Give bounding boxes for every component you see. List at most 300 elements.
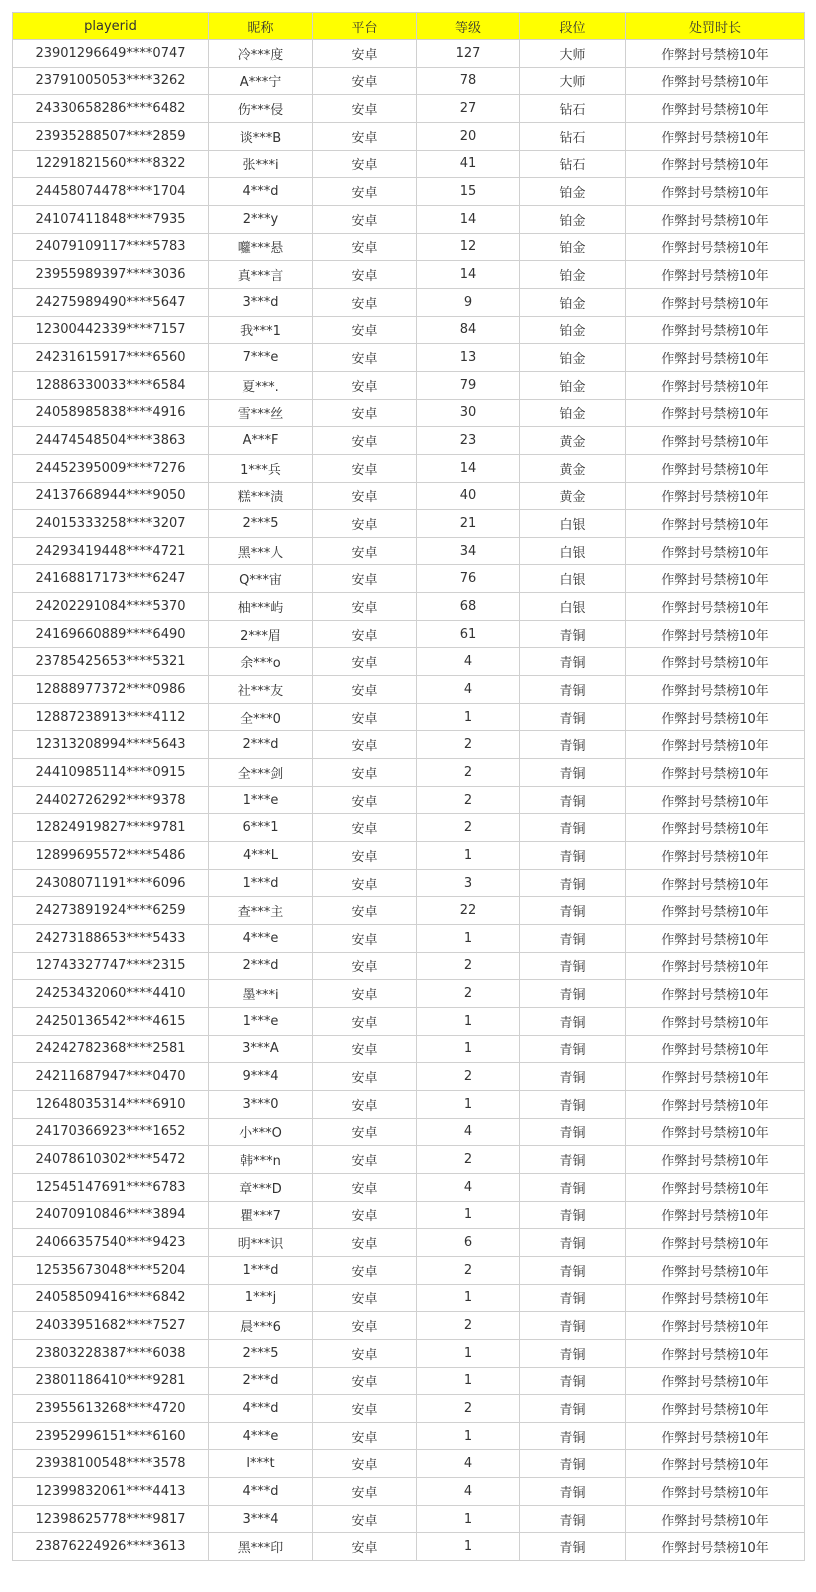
table-row <box>13 95 805 123</box>
cell-nickname: 1***兵 <box>209 454 313 482</box>
cell-nickname: 囖***悬 <box>209 233 313 261</box>
cell-platform: 安卓 <box>313 1367 417 1395</box>
table-row <box>13 510 805 538</box>
cell-platform: 安卓 <box>313 676 417 704</box>
cell-platform: 安卓 <box>313 869 417 897</box>
table-row <box>13 122 805 150</box>
cell-rank: 青铜 <box>520 869 626 897</box>
table-row <box>13 980 805 1008</box>
cell-penalty: 作弊封号禁榜10年 <box>626 150 805 178</box>
cell-penalty: 作弊封号禁榜10年 <box>626 1312 805 1340</box>
cell-nickname: 2***5 <box>209 1339 313 1367</box>
cell-nickname: 9***4 <box>209 1063 313 1091</box>
cell-platform: 安卓 <box>313 1090 417 1118</box>
table-row <box>13 814 805 842</box>
cell-playerid: 23952996151****6160 <box>13 1422 209 1450</box>
cell-nickname: 社***友 <box>209 676 313 704</box>
cell-platform: 安卓 <box>313 233 417 261</box>
cell-playerid: 24168817173****6247 <box>13 565 209 593</box>
cell-nickname: 韩***n <box>209 1146 313 1174</box>
table-row <box>13 897 805 925</box>
cell-playerid: 23955613268****4720 <box>13 1395 209 1423</box>
cell-playerid: 24410985114****0915 <box>13 759 209 787</box>
cell-penalty: 作弊封号禁榜10年 <box>626 1201 805 1229</box>
table-row <box>13 731 805 759</box>
cell-level: 14 <box>417 205 520 233</box>
cell-rank: 青铜 <box>520 1533 626 1561</box>
cell-penalty: 作弊封号禁榜10年 <box>626 1367 805 1395</box>
cell-rank: 铂金 <box>520 178 626 206</box>
cell-penalty: 作弊封号禁榜10年 <box>626 1118 805 1146</box>
cell-level: 3 <box>417 869 520 897</box>
cell-nickname: 余***o <box>209 648 313 676</box>
cell-platform: 安卓 <box>313 1201 417 1229</box>
cell-playerid: 24058985838****4916 <box>13 399 209 427</box>
cell-nickname: 4***d <box>209 1478 313 1506</box>
table-row <box>13 952 805 980</box>
cell-penalty: 作弊封号禁榜10年 <box>626 1284 805 1312</box>
cell-level: 68 <box>417 593 520 621</box>
table-row <box>13 316 805 344</box>
cell-level: 2 <box>417 731 520 759</box>
cell-platform: 安卓 <box>313 510 417 538</box>
cell-level: 4 <box>417 1173 520 1201</box>
cell-nickname: 1***d <box>209 869 313 897</box>
cell-platform: 安卓 <box>313 67 417 95</box>
cell-platform: 安卓 <box>313 454 417 482</box>
cell-penalty: 作弊封号禁榜10年 <box>626 399 805 427</box>
cell-platform: 安卓 <box>313 40 417 68</box>
cell-rank: 青铜 <box>520 703 626 731</box>
cell-rank: 青铜 <box>520 1090 626 1118</box>
cell-level: 40 <box>417 482 520 510</box>
cell-rank: 青铜 <box>520 1035 626 1063</box>
cell-rank: 青铜 <box>520 1339 626 1367</box>
cell-rank: 青铜 <box>520 897 626 925</box>
cell-playerid: 24033951682****7527 <box>13 1312 209 1340</box>
table-row <box>13 205 805 233</box>
cell-rank: 大师 <box>520 67 626 95</box>
table-row <box>13 1007 805 1035</box>
cell-rank: 青铜 <box>520 620 626 648</box>
cell-rank: 铂金 <box>520 288 626 316</box>
cell-rank: 白银 <box>520 593 626 621</box>
cell-playerid: 23791005053****3262 <box>13 67 209 95</box>
cell-playerid: 23955989397****3036 <box>13 261 209 289</box>
cell-platform: 安卓 <box>313 1339 417 1367</box>
table-row <box>13 1118 805 1146</box>
cell-nickname: A***宁 <box>209 67 313 95</box>
cell-penalty: 作弊封号禁榜10年 <box>626 482 805 510</box>
cell-playerid: 12313208994****5643 <box>13 731 209 759</box>
cell-level: 2 <box>417 1395 520 1423</box>
cell-playerid: 24330658286****6482 <box>13 95 209 123</box>
cell-penalty: 作弊封号禁榜10年 <box>626 1533 805 1561</box>
table-row <box>13 1505 805 1533</box>
cell-level: 4 <box>417 1118 520 1146</box>
cell-level: 1 <box>417 1284 520 1312</box>
cell-rank: 白银 <box>520 565 626 593</box>
cell-level: 27 <box>417 95 520 123</box>
cell-penalty: 作弊封号禁榜10年 <box>626 897 805 925</box>
table-row <box>13 399 805 427</box>
cell-nickname: 黑***人 <box>209 537 313 565</box>
cell-penalty: 作弊封号禁榜10年 <box>626 952 805 980</box>
cell-playerid: 24293419448****4721 <box>13 537 209 565</box>
cell-penalty: 作弊封号禁榜10年 <box>626 1422 805 1450</box>
table-row <box>13 1229 805 1257</box>
cell-playerid: 24253432060****4410 <box>13 980 209 1008</box>
cell-platform: 安卓 <box>313 178 417 206</box>
cell-level: 4 <box>417 1450 520 1478</box>
table-row <box>13 1090 805 1118</box>
cell-rank: 青铜 <box>520 648 626 676</box>
cell-level: 1 <box>417 925 520 953</box>
cell-level: 76 <box>417 565 520 593</box>
cell-nickname: 6***1 <box>209 814 313 842</box>
table-row <box>13 1533 805 1561</box>
table-row <box>13 676 805 704</box>
cell-platform: 安卓 <box>313 1118 417 1146</box>
cell-platform: 安卓 <box>313 1284 417 1312</box>
cell-rank: 白银 <box>520 537 626 565</box>
cell-platform: 安卓 <box>313 1007 417 1035</box>
cell-penalty: 作弊封号禁榜10年 <box>626 1035 805 1063</box>
cell-penalty: 作弊封号禁榜10年 <box>626 786 805 814</box>
cell-playerid: 23803228387****6038 <box>13 1339 209 1367</box>
cell-level: 13 <box>417 344 520 372</box>
table-row <box>13 482 805 510</box>
cell-rank: 青铜 <box>520 786 626 814</box>
cell-level: 12 <box>417 233 520 261</box>
cell-rank: 铂金 <box>520 344 626 372</box>
cell-rank: 黄金 <box>520 427 626 455</box>
cell-nickname: 2***5 <box>209 510 313 538</box>
cell-rank: 铂金 <box>520 371 626 399</box>
cell-level: 1 <box>417 1422 520 1450</box>
cell-rank: 白银 <box>520 510 626 538</box>
cell-playerid: 23901296649****0747 <box>13 40 209 68</box>
cell-level: 4 <box>417 648 520 676</box>
cell-playerid: 24275989490****5647 <box>13 288 209 316</box>
cell-nickname: 4***d <box>209 178 313 206</box>
cell-level: 2 <box>417 980 520 1008</box>
cell-level: 1 <box>417 1367 520 1395</box>
table-row <box>13 1478 805 1506</box>
cell-nickname: Q***宙 <box>209 565 313 593</box>
cell-playerid: 24273188653****5433 <box>13 925 209 953</box>
cell-level: 2 <box>417 1146 520 1174</box>
cell-platform: 安卓 <box>313 316 417 344</box>
cell-level: 61 <box>417 620 520 648</box>
table-row <box>13 1367 805 1395</box>
cell-rank: 铂金 <box>520 233 626 261</box>
cell-level: 30 <box>417 399 520 427</box>
cell-platform: 安卓 <box>313 731 417 759</box>
cell-playerid: 24458074478****1704 <box>13 178 209 206</box>
cell-playerid: 12399832061****4413 <box>13 1478 209 1506</box>
cell-nickname: 1***j <box>209 1284 313 1312</box>
cell-playerid: 24015333258****3207 <box>13 510 209 538</box>
cell-penalty: 作弊封号禁榜10年 <box>626 759 805 787</box>
cell-penalty: 作弊封号禁榜10年 <box>626 95 805 123</box>
cell-playerid: 23935288507****2859 <box>13 122 209 150</box>
cell-platform: 安卓 <box>313 371 417 399</box>
cell-rank: 青铜 <box>520 1118 626 1146</box>
header-playerid: playerid <box>13 13 209 40</box>
cell-rank: 青铜 <box>520 1201 626 1229</box>
table-row <box>13 1035 805 1063</box>
cell-playerid: 12545147691****6783 <box>13 1173 209 1201</box>
cell-level: 79 <box>417 371 520 399</box>
cell-playerid: 24211687947****0470 <box>13 1063 209 1091</box>
cell-playerid: 12743327747****2315 <box>13 952 209 980</box>
cell-penalty: 作弊封号禁榜10年 <box>626 1229 805 1257</box>
cell-nickname: 伤***侵 <box>209 95 313 123</box>
table-row <box>13 565 805 593</box>
table-row <box>13 842 805 870</box>
cell-level: 4 <box>417 1478 520 1506</box>
cell-penalty: 作弊封号禁榜10年 <box>626 454 805 482</box>
cell-level: 15 <box>417 178 520 206</box>
table-row <box>13 593 805 621</box>
cell-playerid: 12300442339****7157 <box>13 316 209 344</box>
cell-playerid: 12398625778****9817 <box>13 1505 209 1533</box>
cell-rank: 青铜 <box>520 1007 626 1035</box>
cell-playerid: 24078610302****5472 <box>13 1146 209 1174</box>
cell-level: 20 <box>417 122 520 150</box>
cell-rank: 青铜 <box>520 1450 626 1478</box>
cell-penalty: 作弊封号禁榜10年 <box>626 565 805 593</box>
cell-platform: 安卓 <box>313 1173 417 1201</box>
cell-playerid: 24169660889****6490 <box>13 620 209 648</box>
cell-platform: 安卓 <box>313 482 417 510</box>
ban-list-table <box>12 12 805 1561</box>
cell-rank: 铂金 <box>520 316 626 344</box>
table-row <box>13 925 805 953</box>
table-row <box>13 620 805 648</box>
cell-penalty: 作弊封号禁榜10年 <box>626 731 805 759</box>
cell-playerid: 24137668944****9050 <box>13 482 209 510</box>
cell-level: 84 <box>417 316 520 344</box>
cell-nickname: 晨***6 <box>209 1312 313 1340</box>
table-row <box>13 1146 805 1174</box>
table-row <box>13 1063 805 1091</box>
table-body <box>13 40 805 1561</box>
cell-nickname: 全***剑 <box>209 759 313 787</box>
cell-rank: 青铜 <box>520 980 626 1008</box>
cell-rank: 青铜 <box>520 814 626 842</box>
cell-platform: 安卓 <box>313 1505 417 1533</box>
cell-level: 1 <box>417 1090 520 1118</box>
cell-penalty: 作弊封号禁榜10年 <box>626 205 805 233</box>
cell-platform: 安卓 <box>313 1063 417 1091</box>
cell-penalty: 作弊封号禁榜10年 <box>626 261 805 289</box>
cell-level: 6 <box>417 1229 520 1257</box>
cell-level: 78 <box>417 67 520 95</box>
cell-level: 4 <box>417 676 520 704</box>
cell-nickname: 黑***印 <box>209 1533 313 1561</box>
cell-penalty: 作弊封号禁榜10年 <box>626 316 805 344</box>
cell-nickname: 7***e <box>209 344 313 372</box>
table-row <box>13 288 805 316</box>
cell-penalty: 作弊封号禁榜10年 <box>626 1146 805 1174</box>
table-row <box>13 869 805 897</box>
cell-playerid: 24107411848****7935 <box>13 205 209 233</box>
cell-penalty: 作弊封号禁榜10年 <box>626 371 805 399</box>
cell-platform: 安卓 <box>313 980 417 1008</box>
cell-playerid: 24402726292****9378 <box>13 786 209 814</box>
cell-level: 2 <box>417 952 520 980</box>
cell-playerid: 24474548504****3863 <box>13 427 209 455</box>
table-row <box>13 233 805 261</box>
table-row <box>13 648 805 676</box>
table-row <box>13 261 805 289</box>
cell-playerid: 12899695572****5486 <box>13 842 209 870</box>
table-row <box>13 1201 805 1229</box>
cell-playerid: 24273891924****6259 <box>13 897 209 925</box>
cell-platform: 安卓 <box>313 399 417 427</box>
cell-platform: 安卓 <box>313 1256 417 1284</box>
table-row <box>13 703 805 731</box>
cell-nickname: 4***d <box>209 1395 313 1423</box>
cell-penalty: 作弊封号禁榜10年 <box>626 1063 805 1091</box>
cell-penalty: 作弊封号禁榜10年 <box>626 1090 805 1118</box>
cell-nickname: 雪***丝 <box>209 399 313 427</box>
cell-nickname: 4***L <box>209 842 313 870</box>
cell-nickname: 张***i <box>209 150 313 178</box>
cell-playerid: 12535673048****5204 <box>13 1256 209 1284</box>
cell-penalty: 作弊封号禁榜10年 <box>626 67 805 95</box>
cell-platform: 安卓 <box>313 703 417 731</box>
cell-rank: 黄金 <box>520 482 626 510</box>
cell-playerid: 24070910846****3894 <box>13 1201 209 1229</box>
cell-nickname: 全***0 <box>209 703 313 731</box>
cell-nickname: A***F <box>209 427 313 455</box>
cell-nickname: 小***O <box>209 1118 313 1146</box>
cell-nickname: 真***言 <box>209 261 313 289</box>
cell-nickname: 墨***i <box>209 980 313 1008</box>
cell-platform: 安卓 <box>313 952 417 980</box>
cell-nickname: 3***d <box>209 288 313 316</box>
cell-playerid: 24202291084****5370 <box>13 593 209 621</box>
cell-playerid: 12648035314****6910 <box>13 1090 209 1118</box>
cell-platform: 安卓 <box>313 1035 417 1063</box>
cell-platform: 安卓 <box>313 1146 417 1174</box>
cell-platform: 安卓 <box>313 1450 417 1478</box>
cell-level: 9 <box>417 288 520 316</box>
cell-nickname: 2***y <box>209 205 313 233</box>
cell-rank: 青铜 <box>520 925 626 953</box>
cell-penalty: 作弊封号禁榜10年 <box>626 676 805 704</box>
cell-rank: 青铜 <box>520 842 626 870</box>
table-row <box>13 178 805 206</box>
cell-platform: 安卓 <box>313 620 417 648</box>
table-row <box>13 344 805 372</box>
cell-penalty: 作弊封号禁榜10年 <box>626 233 805 261</box>
cell-rank: 钻石 <box>520 150 626 178</box>
cell-nickname: 柚***屿 <box>209 593 313 621</box>
cell-rank: 青铜 <box>520 759 626 787</box>
cell-penalty: 作弊封号禁榜10年 <box>626 648 805 676</box>
cell-penalty: 作弊封号禁榜10年 <box>626 1505 805 1533</box>
cell-platform: 安卓 <box>313 95 417 123</box>
cell-penalty: 作弊封号禁榜10年 <box>626 842 805 870</box>
cell-nickname: 冷***度 <box>209 40 313 68</box>
cell-nickname: 2***d <box>209 731 313 759</box>
cell-rank: 青铜 <box>520 731 626 759</box>
cell-nickname: 1***d <box>209 1256 313 1284</box>
cell-nickname: 明***识 <box>209 1229 313 1257</box>
cell-level: 2 <box>417 1256 520 1284</box>
cell-penalty: 作弊封号禁榜10年 <box>626 40 805 68</box>
cell-rank: 青铜 <box>520 1367 626 1395</box>
cell-level: 2 <box>417 1063 520 1091</box>
cell-platform: 安卓 <box>313 565 417 593</box>
cell-playerid: 24452395009****7276 <box>13 454 209 482</box>
table-header-row <box>13 13 805 40</box>
cell-platform: 安卓 <box>313 842 417 870</box>
table-row <box>13 786 805 814</box>
cell-platform: 安卓 <box>313 814 417 842</box>
table-row <box>13 1173 805 1201</box>
cell-penalty: 作弊封号禁榜10年 <box>626 122 805 150</box>
table-row <box>13 40 805 68</box>
table-row <box>13 427 805 455</box>
cell-level: 21 <box>417 510 520 538</box>
cell-penalty: 作弊封号禁榜10年 <box>626 510 805 538</box>
header-platform: 平台 <box>313 13 417 40</box>
cell-rank: 青铜 <box>520 1505 626 1533</box>
cell-nickname: 夏***. <box>209 371 313 399</box>
cell-rank: 青铜 <box>520 1284 626 1312</box>
cell-rank: 青铜 <box>520 1478 626 1506</box>
cell-rank: 大师 <box>520 40 626 68</box>
cell-playerid: 24242782368****2581 <box>13 1035 209 1063</box>
cell-rank: 黄金 <box>520 454 626 482</box>
cell-nickname: 3***0 <box>209 1090 313 1118</box>
cell-platform: 安卓 <box>313 150 417 178</box>
cell-playerid: 12888977372****0986 <box>13 676 209 704</box>
cell-nickname: 章***D <box>209 1173 313 1201</box>
cell-rank: 铂金 <box>520 399 626 427</box>
cell-platform: 安卓 <box>313 122 417 150</box>
cell-nickname: 1***e <box>209 1007 313 1035</box>
cell-nickname: 1***e <box>209 786 313 814</box>
cell-playerid: 24079109117****5783 <box>13 233 209 261</box>
cell-platform: 安卓 <box>313 786 417 814</box>
cell-penalty: 作弊封号禁榜10年 <box>626 537 805 565</box>
cell-level: 34 <box>417 537 520 565</box>
cell-rank: 青铜 <box>520 1256 626 1284</box>
cell-playerid: 24058509416****6842 <box>13 1284 209 1312</box>
cell-platform: 安卓 <box>313 759 417 787</box>
cell-rank: 青铜 <box>520 952 626 980</box>
cell-penalty: 作弊封号禁榜10年 <box>626 288 805 316</box>
cell-level: 2 <box>417 786 520 814</box>
cell-penalty: 作弊封号禁榜10年 <box>626 703 805 731</box>
cell-playerid: 12887238913****4112 <box>13 703 209 731</box>
cell-penalty: 作弊封号禁榜10年 <box>626 980 805 1008</box>
cell-platform: 安卓 <box>313 1395 417 1423</box>
cell-nickname: 谈***B <box>209 122 313 150</box>
cell-level: 2 <box>417 759 520 787</box>
cell-level: 1 <box>417 842 520 870</box>
cell-level: 2 <box>417 1312 520 1340</box>
cell-level: 1 <box>417 1201 520 1229</box>
cell-penalty: 作弊封号禁榜10年 <box>626 344 805 372</box>
cell-nickname: 我***1 <box>209 316 313 344</box>
